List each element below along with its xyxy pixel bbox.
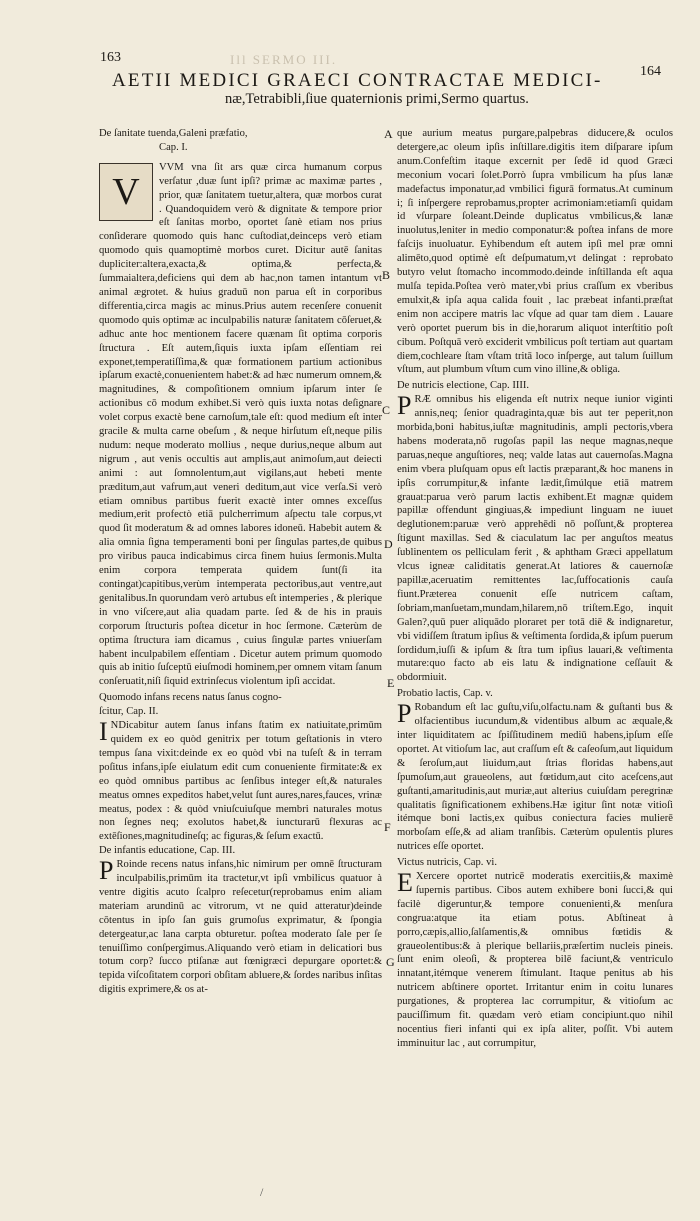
chapter5-heading: Probatio lactis, Cap. v.	[397, 688, 493, 700]
chapter2-initial: I	[99, 717, 108, 747]
margin-letter-f: F	[384, 820, 391, 834]
chapter3-text: Roinde recens natus infans,hic nimirum per omnē ſtructuram inculpabilis,primūm ita tractetur,vt ipſi vmbilicus quatuor à ventre digitis acuto ſcalpro reſecetur(reprobamus enim aliam materiam arundinū ac vitrorum, vt ne quid atteratur)deinde cōtentus in ipſo ſan guis grumoſus exprimatur, & ſpongia detergeatur,ac lana carpta obturetur. poſtea moderato ſale per ſe tenuiſſimo conſpergimus.Aliquando verò etiam in delicatiori bus totum corp? ſucco ptiſanæ aut fœnigræci depurgare oportet:& tepida viſcoſitatem corpori obſitam abluere,& ſordes naribus inſitas digitis exprimere,& os at-	[99, 859, 383, 996]
running-subtitle: næ,Tetrabibli,ſiue quaternionis primi,Sermo quartus.	[225, 91, 529, 107]
chapter4-text: RÆ omnibus his eligenda eſt nutrix neque iunior viginti annis,neq; ſenior quadraginta,quæ bis aut ter peperit,non morbida,boni habitus,iuſtæ magnitudinis, ampli pectoris,vbera habens moderata,nō rugoſas papil las neque magnas,neque paruas,neque anguſtiores, neq; valde latas aut cauernoſas.Magna enim vbera pluſquam opus eſt lactis præparant,& hoc manens in ipſis corrumpitur,& infante lædit,ſimúlque etiā matrem grauat:parua verò parum lactis exhibent.Et magnæ quidem papillæ offendunt gingiuas,& impediunt linguam ne iuuet deglutionem:paruæ verò apprehēdi nō poſſunt,& propterea ſtigunt maxillas. Sed & ciaculatum lac per anguſtos meatus ſublinentem os pelliculam ferit , & aphtham Græci appellatum vlcus igneæ caliditatis generat.At latiores & cauernoſæ papillæ,aceruatim remittentes lac,ſuffocationis cauſa fiunt.Præterea conuenit eſſe nutricem caſtam, ſobriam,manſuetam,mundam,hilarem,nō triſtem.Ego, inquit Galen?,quū puer aliquādo ploraret per totā diē & indignaretur, vbi vidiſſem ſtratum ipſius & veſtimenta ſordida,& ipſum puerum ſordidum,iuſſi & ipſum & ſtra tum ipſius lauari,& veſtimenta mutare:quo facto ab eis latu & indignatione ceſſauit & obdormiuit.	[397, 394, 673, 684]
chapter3-body	[99, 858, 382, 997]
chapter6-initial: E	[397, 868, 413, 898]
chapter6-heading: Victus nutricis, Cap. vi.	[397, 857, 497, 869]
chapter3-initial: P	[99, 856, 114, 886]
margin-letter-g: G	[386, 955, 395, 969]
margin-letter-b: B	[382, 268, 391, 282]
chapter4-body	[397, 393, 673, 685]
chapter2-number: ſcitur, Cap. II.	[99, 706, 159, 718]
chapter5-body	[397, 701, 673, 854]
margin-letter-d: D	[384, 537, 393, 551]
ornamental-initial: V	[99, 163, 153, 221]
left-column	[99, 127, 382, 997]
chapter6-body	[397, 870, 673, 1051]
chapter2-body	[99, 719, 382, 844]
margin-letter-c: C	[382, 403, 391, 417]
chapter3-heading: De infantis educatione, Cap. III.	[99, 845, 236, 857]
chapter1-text: VVM vna ſit ars quæ circa humanum corpus verſatur ,duæ ſunt ipſi? primæ ac maximæ partes , prior, quæ ſanitatem tuetur,altera, quæ morbos curat . Quandoquidem verò & dignitate & tempore prior eſt ſanitas morbo, oportet ſanè etiam nos prius conſiderare quomodo quis hanc cuſtodiat,deinceps verò etiam quomodo quis quamoptimè morbos curet. Dicitur autē ſanitas dupliciter:altera,exacta,& optima,& perfecta,& ſummaialtera,deficiens qui dem ab hac,non tamen intantum vt animal ægrotet. & huius graduū non parua eſt in corporibus differentia,circa magis ac minus.Prius autem recenſere conuenit quomodo quis optimæ ac inculpabilis naturæ ſanitatem cōſeruet,& adhuc ante hoc mentionem facere quænam ſit optima corporis ſtructura . Eſt autem,ſiquis iuxta ipſam eſſentiam rei exponet,temperatiſſima,& quæ formationem partium actionibus ipſarum exactè,conuenientem habet:& ad hæc numerum omnem,& magnitudines, & compoſitionem omnium ipſarum inter ſe actionibus cō modum exhibet.Si verò quis iuxta notas deſignare volet corpus exactè bene carnoſum,tale eſt: quod medium eſt inter gracile & multa carne obeſum , & neque hirſutum eſt,neque pilis nudum: neque moderato mollius , neque durius,neque album aut nigrum , aut venis occultis aut amplis,aut animoſum,aut deiecti animi : aut ſomnolentum,aut vigilans,aut hebeti mente præditum,aut vafrum,aut veneri deditum,aut vice verſa.Si verò etiam omnibus partibus fuerit exactè inter omnes exceſſus medium,erit profectò etiā pulcherrimum aſpectu tale corpus,vt quod ſit moderatum & ad omnes labores idoneū. Habebit autem & alia omnia ſigna temperamenti boni per ſingulas partes,de quibus pro viribus pauca indicabimus circa finem huius ſermonis.Multa enim corpora temperata quidem ſunt(ſi ita contingat)capitibus,verùm intemperata pectoribus,aut ventre,aut genitalibus.In quorundam verò artubus eſt intemperies , & plerique in vno viſcere,aut alia quadam parte. ſed & de his in prauis corporum ſtructuris poſtea dicetur in hoc ſermone. Cæterùm de optima ſtructura iam dicamus , cuius ſingulæ partes vniuerſam habent inculpabilem eſſentiam . Dicetur autem primum quomodo quis ab initio ſuſceptū eiuſmodi hominem,per omnem vitam ſanum conſeruatit,niſi ſiquid extrinſecus violentum ipſi accidat.	[99, 161, 383, 688]
page-number-left: 163	[100, 50, 121, 65]
chapter4-initial: P	[397, 391, 412, 421]
margin-letter-e: E	[387, 676, 395, 690]
margin-letter-a: A	[384, 127, 393, 141]
chapter1-number: Cap. I.	[159, 141, 188, 153]
page-number-right: 164	[640, 64, 661, 79]
chapter6-text: Xercere oportet nutricē moderatis exercitiis,& maximè ſupernis partibus. Cibos autem exhibere boni ſucci,& qui facilè digeruntur,& tempore conuenienti,& menſura congrua:atque ita etiam potus. Abſtineat à porro,cæpis,allio,ſalſamentis,& omnibus fœtidis & graueolentibus:& à plerique bellariis,præſertim nucleis pineis. ſunt enim oleoſi, & propterea bilē faciunt,& ventriculo innatant,itémque venerem ſtimulant. Itaque penitus ab his nutricem abſtinere oportet. Irritantur enim in coitu lunares purgationes, & propterea lac corrumpitur, & vitioſum ac pauciſſimum fit. quædam verò etiam concipiunt.quo nihil nocentius fieri infanti qui ex ipſa aliter, poſſit. Vbi autem imminuitur lac , aut corrumpitur,	[397, 871, 673, 1049]
right-column	[397, 127, 673, 1051]
footer-mark: /	[260, 1185, 264, 1199]
chapter5-initial: P	[397, 699, 412, 729]
chapter1-body	[99, 161, 382, 689]
chapter1-heading: De ſanitate tuenda,Galeni præfatio,	[99, 128, 248, 139]
chapter4-heading: De nutricis electione, Cap. IIII.	[397, 380, 530, 392]
chapter3-continuation: que aurium meatus purgare,palpebras diducere,& oculos detergere,ac oleum ipſis inſtillare.digitis item diſparare ipſum anum.Confeſtim itaque excernit per ſedē id quod Græci meconium vocari ſolet.Porrò ſupra vmbilicum ha pſus lanæ madefactus imponatur,ad vmbilici figurā formatus.At cuminum i; ſi inſpergere reprobamus,propter acrimoniam:etiamſi quidam id vſurpare ſoleant.Deinde duplicatus vmbilicus,& lanæ inuolutus,leniter in medio componatur:& poſtea infans de more faſcijs inuoluatur. Eyhibendum eſt autem ipſi mel præ omni alimēto,quod optimè eſt deſpumatum,vt delingat : reprobato butyro velut ſtomacho incommodo.deinde inſtillanda eſt aqua mulſa tepida.Poſtea verò mater,vbi prius craſſum ex vberibus emulxit,& ipſa aqua calida fouit , lac præbeat infanti.præſtat enim non accipere matris lac vſque ad quar tam diem . Lauare verò oportet puerum bis in die,horarum aliquot interſtitio poſt cibum. Poſtquā verò exciderit vmbilicus poſt tertiam aut quartam diem,cochleare ſtam vſtam tritā loco inſperge, aut talum ſuillum vſtum, aut plumbum vſtum cum vino illine,& obliga.	[397, 128, 673, 376]
chapter5-text: Robandum eſt lac guſtu,viſu,olfactu.nam & guſtanti bus & olfacientibus iucundum,& videntibus album ac æquale,& inter liquiditatem ac ſpiſſitudinem mediū habens,ipſum eſſe oportet. At vitioſum lac, aut craſſum eſt & caſeoſum,aut liquidum & ſeroſum,aut liuidum,aut ſtrias floridas habens,aut ſpumoſum,aut graueolens, aut fœtidum,aut cito aceſcens,aut guſtanti,amaritudinis,aut muriæ,aut alterius cuiuſdam peregrinæ qualitatis ſignificationem exhibens.Hæ igitur ſint notæ vitioſi itémque boni lactis,ex quibus coniectura facies mulierē morboſam eſſe,& ad aliam tranſibis. Cæterùm opulentis plures nutrices eſſe oportet.	[397, 702, 673, 853]
running-title: AETII MEDICI GRAECI CONTRACTAE MEDICI-	[112, 70, 603, 91]
chapter2-heading: Quomodo infans recens natus ſanus cogno-	[99, 692, 282, 704]
chapter2-text: NDicabitur autem ſanus infans ſtatim ex natiuitate,primūm quidem ex eo quòd genitrix per totum geſtationis in vtero tempus ſana vixit:deinde ex eo quòd vbi na tuſeſt & in terram poſitus infans,ipſe eiulatum edit cum conueniente firmitate:& ex eo quòd omnibus partibus ac ſenſibus integer eſt,& naturales meatus omnes expeditos habet,velut ſunt aures,nares,fauces, vrinæ meatus, podex : & quòd vniuſcuiuſque membri naturales motus non ſegnes neq; exolutos habet,& iuncturarū flexuras ac extēſiones,magnitudineſq; ac figuras,& ſeſum exactū.	[99, 720, 382, 843]
bleed-through-text: Ill SERMO III.	[230, 52, 338, 67]
